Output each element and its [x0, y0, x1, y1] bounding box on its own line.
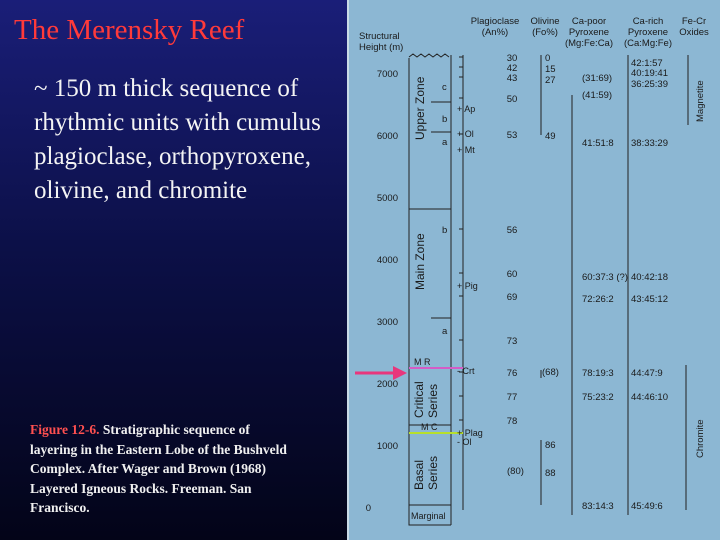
crich-value: 36:25:39: [631, 79, 668, 90]
ol-value: 88: [545, 468, 556, 479]
body-line: olivine, and chromite: [34, 177, 248, 204]
plag-value: 50: [506, 94, 518, 105]
figure-caption: [30, 420, 300, 518]
body-line: rhythmic units with cumulus: [34, 109, 321, 136]
height-tick: 0: [365, 503, 371, 514]
plag-value: 56: [506, 225, 518, 236]
magnetite-label: Magnetite: [695, 80, 706, 122]
height-tick: 2000: [376, 379, 398, 390]
height-tick: 5000: [376, 193, 398, 204]
phase-plag: + Plag: [457, 428, 483, 438]
cpoor-value: (31:69): [582, 73, 613, 84]
phase-pig: + Pig: [457, 281, 478, 291]
header-ol-2: (Fo%): [532, 27, 558, 38]
header-fecr-1: Fe-Cr: [681, 16, 707, 27]
height-tick: 7000: [376, 69, 398, 80]
header-cpoor-3: (Mg:Fe:Ca): [564, 38, 614, 49]
column-frame: [409, 54, 688, 525]
header-ol-1: Olivine: [530, 16, 560, 27]
height-tick: 4000: [376, 255, 398, 266]
subzone-letter: b: [442, 114, 448, 125]
cpoor-value: 75:23:2: [582, 392, 614, 403]
plag-value: 69: [506, 292, 518, 303]
plag-value: 30: [506, 53, 518, 64]
ol-value: 27: [545, 75, 556, 86]
stratigraphic-diagram: [347, 0, 720, 540]
header-crich-1: Ca-rich: [632, 16, 664, 27]
crich-value: 38:33:29: [631, 138, 668, 149]
body-line: ~ 150 m thick sequence of: [34, 75, 299, 102]
caption-text: Stratigraphic sequence of layering in the Eastern Lobe of the Bushveld Complex. After Wager and Brown (1968) Layered Igneous Rocks. Freeman. San Francisco.: [30, 422, 287, 515]
ol-value: 15: [545, 64, 556, 75]
phase-ol: + Ol: [457, 129, 474, 139]
cpoor-value: 41:51:8: [582, 138, 614, 149]
header-height-2: Height (m): [359, 42, 404, 53]
plag-value: 43: [506, 73, 518, 84]
plag-value: 76: [506, 368, 518, 379]
crich-value: 44:46:10: [631, 392, 668, 403]
ol-value: 86: [545, 440, 556, 451]
critical-series-label-1: Critical: [412, 381, 426, 418]
height-tick: 3000: [376, 317, 398, 328]
phase-ol-out: - Ol: [457, 437, 472, 447]
plag-value: 78: [506, 416, 518, 427]
merensky-reef-marker: M R: [414, 357, 431, 367]
subzone-letter: a: [442, 326, 448, 337]
plag-value: 53: [506, 130, 518, 141]
cpoor-value: 60:37:3 (?): [582, 272, 628, 283]
crich-value: 40:19:41: [631, 68, 668, 79]
plag-value: 73: [506, 336, 518, 347]
phase-mt: + Mt: [457, 145, 475, 155]
cpoor-value: (41:59): [582, 90, 613, 101]
main-chromitite-marker: M C: [421, 422, 438, 432]
cpoor-value: 83:14:3: [582, 501, 614, 512]
crich-value: 45:49:6: [631, 501, 663, 512]
ol-value: 0: [545, 53, 551, 64]
ol-value: 49: [545, 131, 556, 142]
plag-value: 42: [506, 63, 518, 74]
body-text: [34, 72, 364, 208]
main-zone-label: Main Zone: [413, 233, 427, 290]
upper-zone-label: Upper Zone: [413, 76, 427, 140]
subzone-letter: b: [442, 225, 448, 236]
header-plag-1: Plagioclase: [470, 16, 520, 27]
critical-series-label-2: Series: [426, 383, 440, 418]
crich-value: 43:45:12: [631, 294, 668, 305]
arrow-head: [393, 366, 407, 380]
crich-value: 44:47:9: [631, 368, 663, 379]
header-cpoor-1: Ca-poor: [571, 16, 607, 27]
header-fecr-2: Oxides: [679, 27, 709, 38]
crich-value: 40:42:18: [631, 272, 668, 283]
header-cpoor-2: Pyroxene: [568, 27, 610, 38]
subzone-letter: c: [442, 82, 447, 93]
basal-series-label-1: Basal: [412, 459, 426, 490]
crich-value: 42:1:57: [631, 58, 663, 69]
basal-series-label-2: Series: [426, 455, 440, 490]
header-crich-3: (Ca:Mg:Fe): [623, 38, 673, 49]
diagram-svg: [349, 0, 720, 540]
column-top-zigzag: [409, 54, 449, 57]
reef-arrow: [355, 366, 407, 380]
plag-value: 77: [506, 392, 518, 403]
slide-title: The Merensky Reef: [14, 14, 245, 46]
subzone-letter: a: [442, 137, 448, 148]
marginal-label: Marginal: [411, 511, 446, 521]
height-tick: 6000: [376, 131, 398, 142]
plag-value: 60: [506, 269, 518, 280]
cpoor-value: 72:26:2: [582, 294, 614, 305]
header-height-1: Structural: [359, 31, 400, 42]
figure-number: Figure 12-6.: [30, 422, 100, 437]
chromite-label: Chromite: [695, 419, 706, 458]
height-tick: 1000: [376, 441, 398, 452]
header-crich-2: Pyroxene: [627, 27, 669, 38]
phase-crt: - Crt: [457, 366, 475, 376]
body-line: plagioclase, orthopyroxene,: [34, 143, 311, 170]
header-plag-2: (An%): [481, 27, 509, 38]
ol-value: (80): [507, 466, 524, 477]
cpoor-value: 78:19:3: [582, 368, 614, 379]
phase-ap: + Ap: [457, 104, 476, 114]
ol-value: (68): [542, 367, 559, 378]
